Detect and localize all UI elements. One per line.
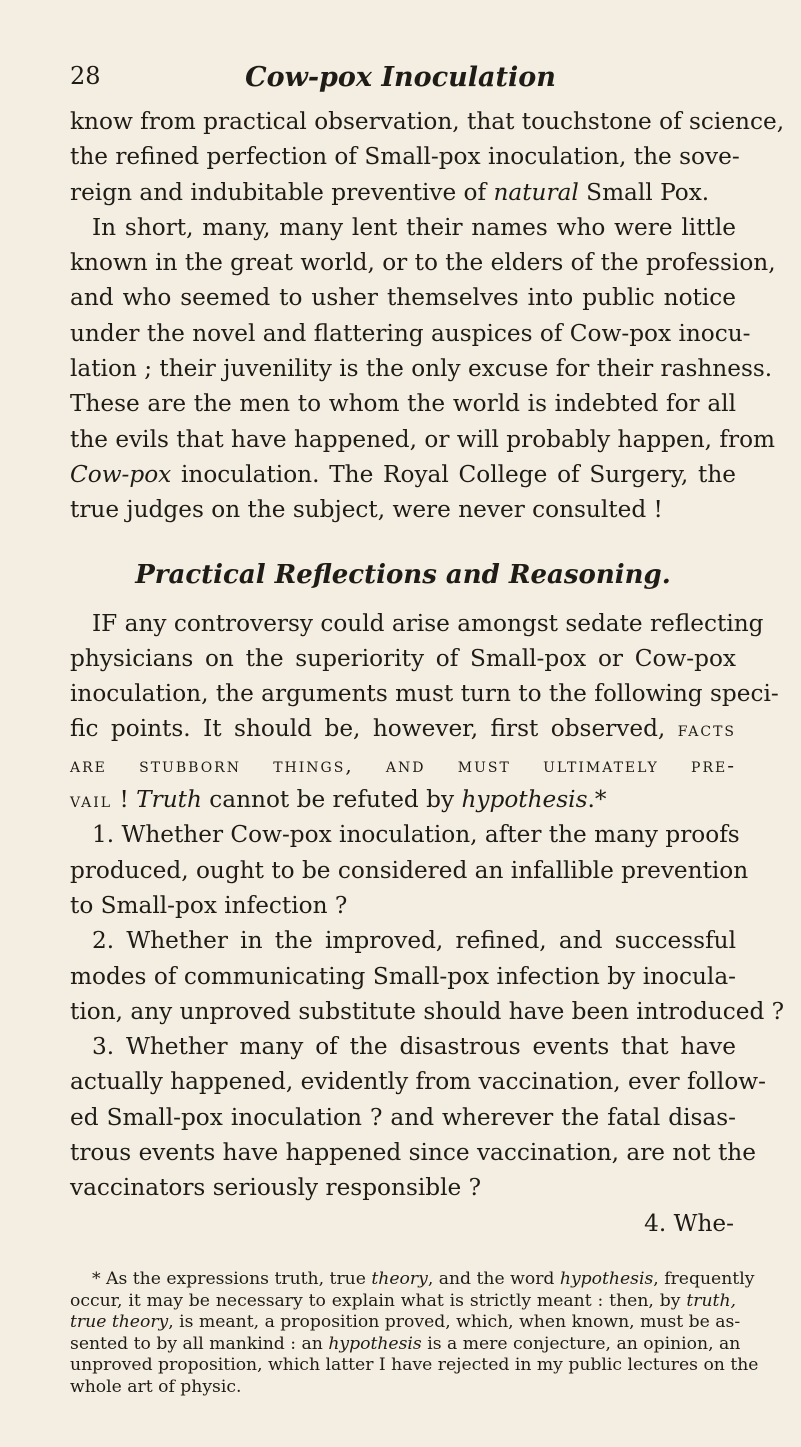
text-line: lation ; their juvenility is the only excuse for their rashness. (70, 355, 773, 383)
text-line: IF any controversy could arise amongst sedate reflecting (92, 609, 764, 637)
numbered-point (70, 817, 749, 923)
footnote-line: true theory, is meant, a proposition proved, which, when known, must be as- (70, 1312, 741, 1333)
text-line: actually happened, evidently from vaccination, ever follow- (70, 1068, 766, 1096)
text-line: vail ! Truth cannot be refuted by hypothesis.* (70, 786, 607, 814)
text-line: These are the men to whom the world is indebted for all (70, 390, 736, 418)
italic-word: hypothesis (461, 786, 588, 814)
italic-word: Cow-pox (70, 460, 172, 488)
text-line: the evils that have happened, or will probably happen, from (70, 425, 776, 453)
text-line: modes of communicating Small-pox infection by inocula- (70, 962, 736, 990)
footnote-line: sented to by all mankind : an hypothesis is a mere conjecture, an opinion, an (70, 1333, 741, 1354)
numbered-point (70, 923, 785, 1029)
numbered-point (70, 1029, 766, 1205)
page-header (0, 62, 801, 102)
body-text (70, 104, 785, 1241)
running-head: Cow-pox Inoculation (245, 62, 556, 93)
italic-word: hypothesis (328, 1333, 422, 1354)
text-line: Cow-pox inoculation. The Royal College of Surgery, the (70, 460, 736, 488)
text-line: reign and indubitable preventive of natural Small Pox. (70, 178, 710, 206)
small-caps-text: facts (677, 717, 736, 742)
italic-word: hypothesis (559, 1269, 654, 1289)
text-line: trous events have happened since vaccination, are not the (70, 1139, 756, 1167)
page-number: 28 (70, 62, 101, 90)
text-line: under the novel and flattering auspices of Cow-pox inocu- (70, 319, 751, 347)
text-line: 3. Whether many of the disastrous events that have (92, 1033, 736, 1061)
italic-word: Truth (136, 786, 202, 814)
section-heading: Practical Reflections and Reasoning. (135, 559, 671, 590)
footnote (70, 1269, 759, 1399)
text-line: vaccinators seriously responsible ? (70, 1174, 482, 1202)
text-line: In short, many, many lent their names who were little (92, 213, 736, 241)
text-line (70, 747, 736, 782)
footnote-line: whole art of physic. (70, 1376, 242, 1397)
text-line: fic points. It should be, however, first observed, facts (70, 715, 736, 743)
text-line: true judges on the subject, were never consulted ! (70, 496, 663, 524)
text-line: the refined perfection of Small-pox inoculation, the sove- (70, 143, 740, 171)
small-caps-text: vail (70, 788, 113, 813)
italic-word: theory (371, 1269, 428, 1289)
text-line: tion, any unproved substitute should have been introduced ? (70, 997, 785, 1025)
paragraph (70, 606, 779, 818)
footnote-line: unproved proposition, which latter I have rejected in my public lectures on the (70, 1355, 759, 1376)
text-line: know from practical observation, that touchstone of science, (70, 108, 785, 135)
text-line: ed Small-pox inoculation ? and wherever the fatal disas- (70, 1103, 736, 1131)
italic-word: natural (493, 178, 579, 206)
catchword: 4. Whe- (644, 1209, 734, 1237)
footnote-line: * As the expressions truth, true theory, and the word hypothesis, frequently (92, 1269, 755, 1289)
text-line: produced, ought to be considered an infallible prevention (70, 856, 749, 884)
text-line: known in the great world, or to the elders of the profession, (70, 249, 776, 277)
paragraph (70, 210, 776, 528)
footnote-line: occur, it may be necessary to explain what is strictly meant : then, by truth, (70, 1290, 736, 1311)
italic-word: true theory (70, 1312, 169, 1333)
text-line: inoculation, the arguments must turn to the following speci- (70, 680, 779, 708)
text-line: 2. Whether in the improved, refined, and successful (92, 927, 736, 955)
text-line: physicians on the superiority of Small-pox or Cow-pox (70, 644, 736, 672)
text-line: to Small-pox infection ? (70, 891, 348, 919)
paragraph (70, 104, 785, 210)
small-caps-text: are stubborn things, and must ultimately pre- (70, 752, 736, 777)
text-line: 1. Whether Cow-pox inoculation, after the many proofs (92, 821, 740, 849)
italic-word: truth, (686, 1290, 736, 1311)
text-line: and who seemed to usher themselves into public notice (70, 284, 736, 312)
